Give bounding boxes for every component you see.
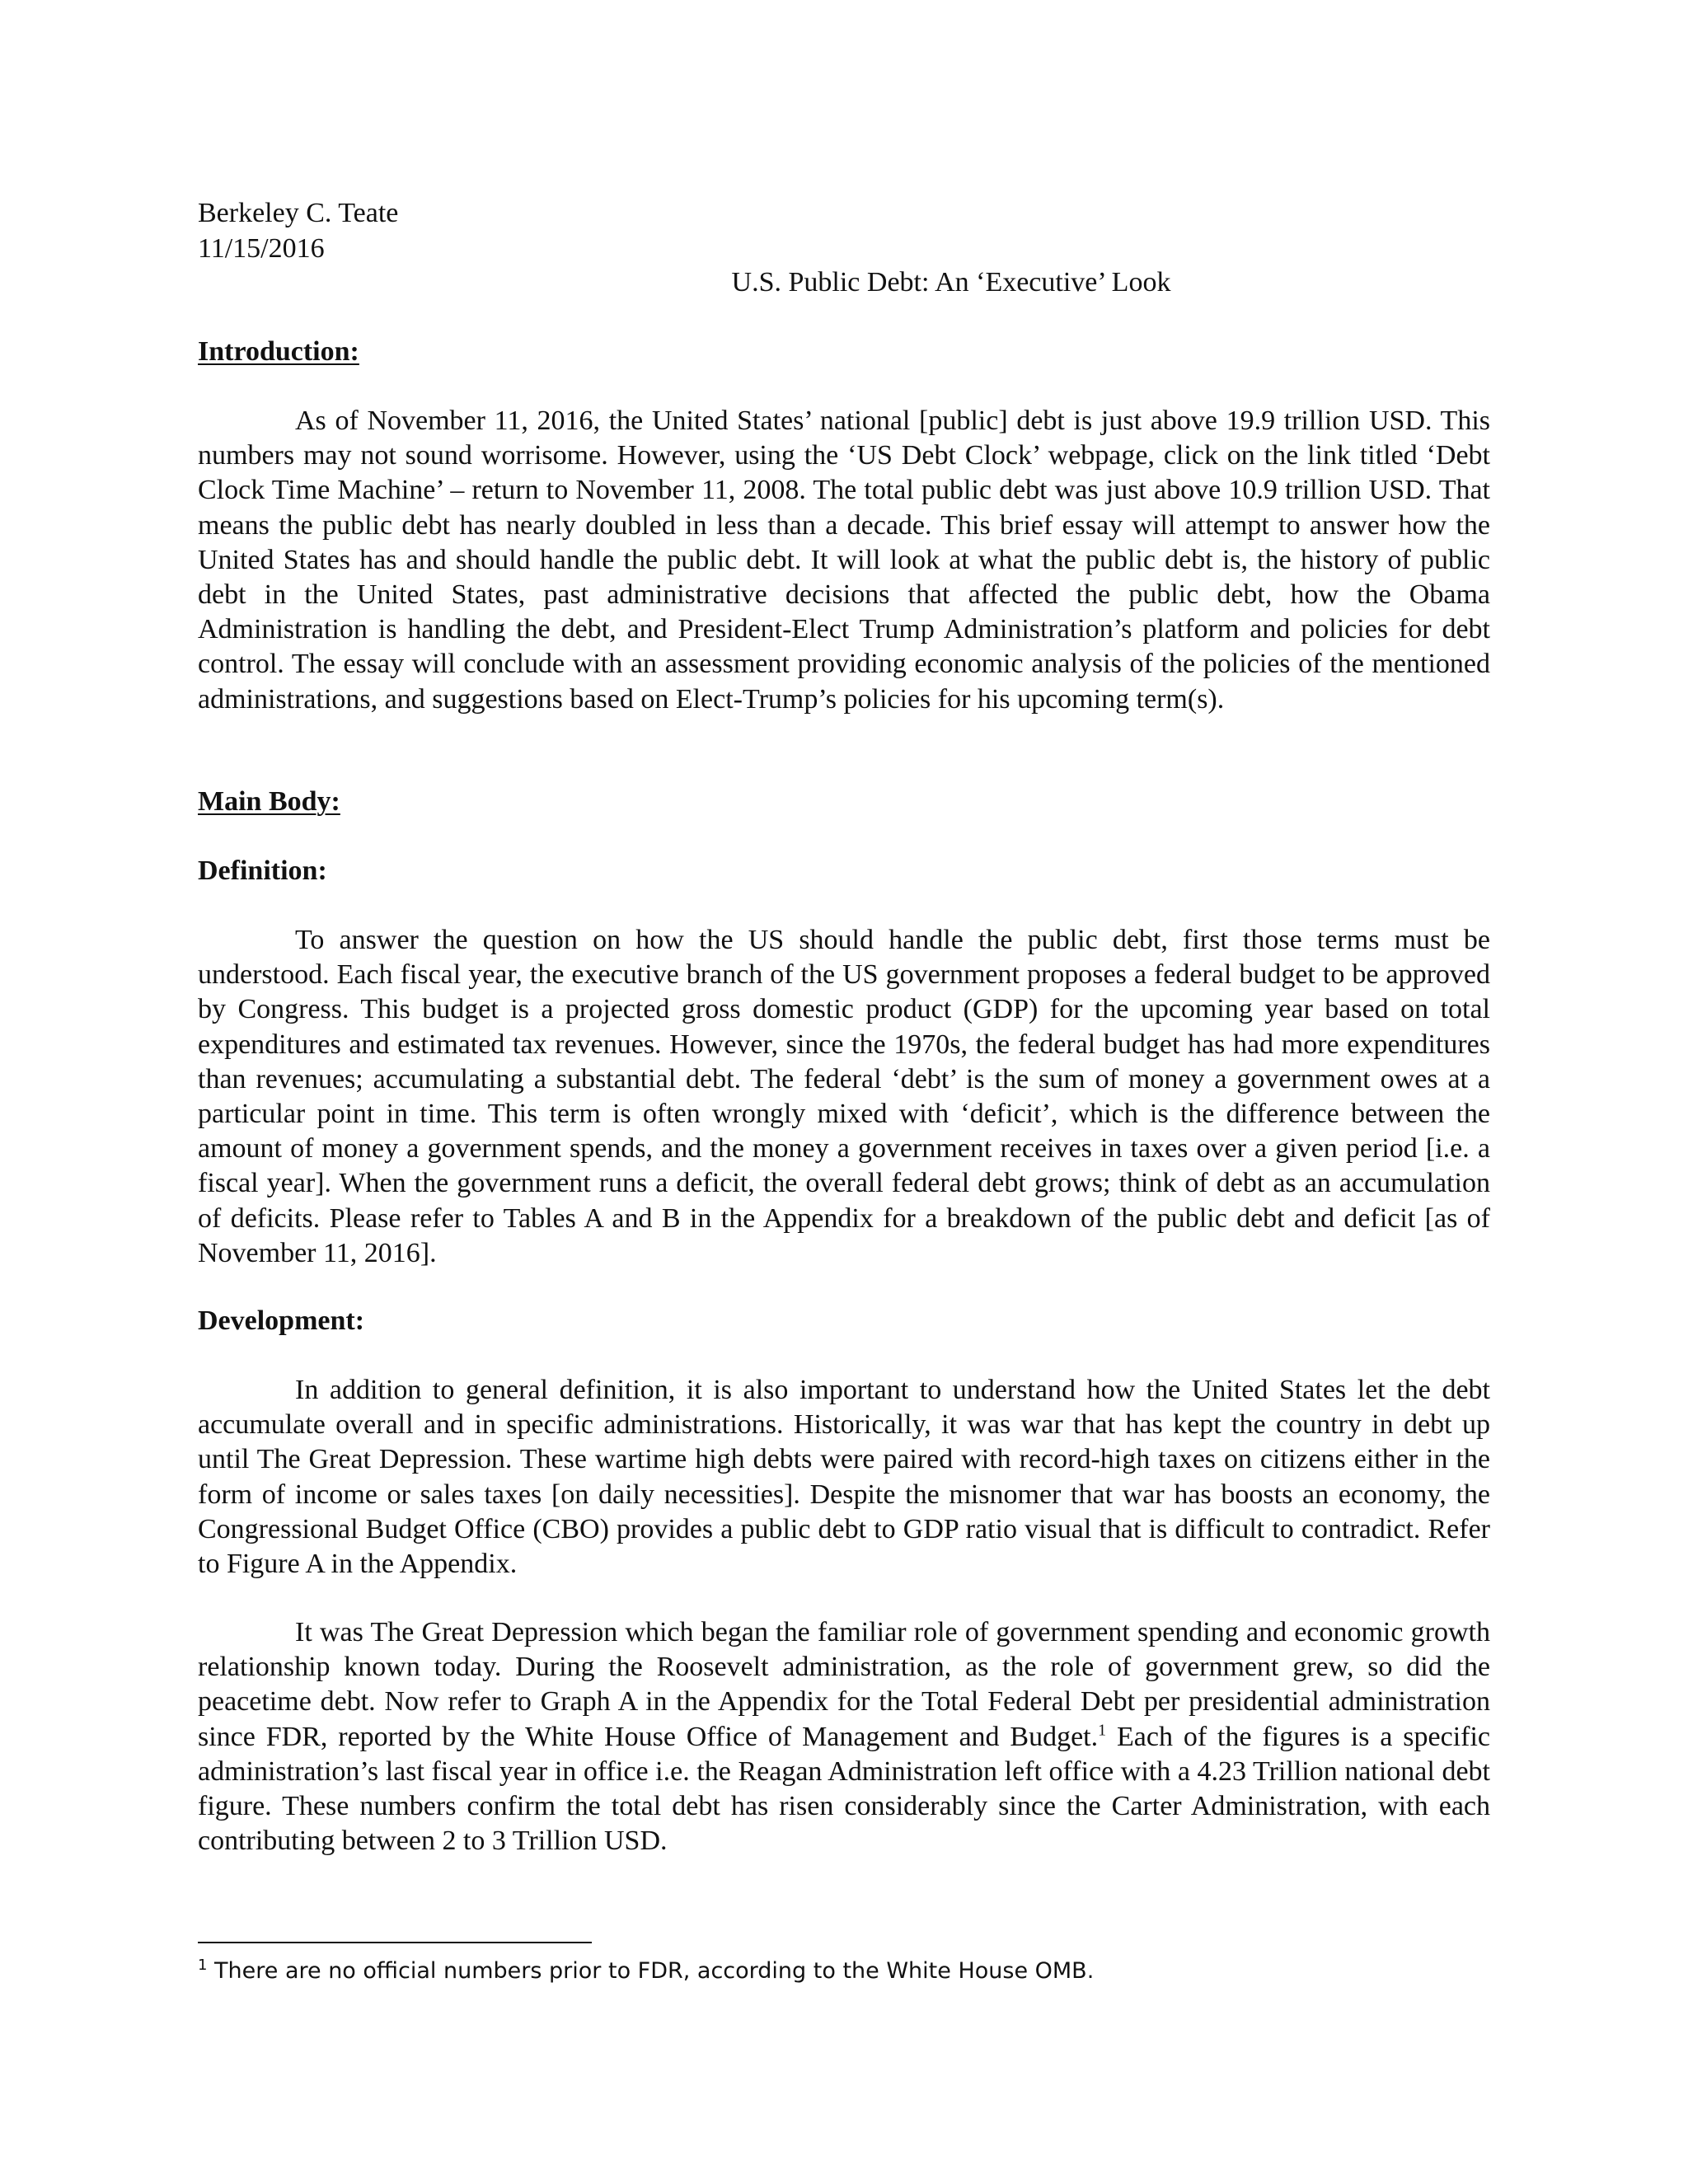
- main-body-heading: Main Body:: [198, 786, 340, 817]
- development-heading: Development:: [198, 1305, 365, 1336]
- definition-heading: Definition:: [198, 855, 327, 886]
- development-paragraph-2-text-b: Each of the figures is a specific administration’s last fiscal year in office i.e. the Reagan Administration left office with a 4.23 Trillion national debt figure. These numbers confirm the total debt has risen considerably since the Carter Administration, with each contributing between 2 to 3 Trillion USD.: [198, 1721, 1490, 1857]
- footnote: [198, 1957, 1094, 1986]
- footnote-separator: [198, 1942, 592, 1943]
- development-paragraph-1: In addition to general definition, it is also important to understand how the United States let the debt accumulate overall and in specific administrations. Historically, it was war that has kept the country in debt up until The Great Depression. These wartime high debts were paired with record-high taxes on citizens either in the form of income or sales taxes [on daily necessities]. Despite the misnomer that war has boosts an economy, the Congressional Budget Office (CBO) provides a public debt to GDP ratio visual that is difficult to contradict. Refer to Figure A in the Appendix.: [198, 1375, 1490, 1580]
- introduction-heading: Introduction:: [198, 336, 359, 367]
- introduction-paragraph: As of November 11, 2016, the United States’ national [public] debt is just above 19.9 trillion USD. This numbers may not sound worrisome. However, using the ‘US Debt Clock’ webpage, click on the link titled ‘Debt Clock Time Machine’ – return to November 11, 2008. The total public debt was just above 10.9 trillion USD. That means the public debt has nearly doubled in less than a decade. This brief essay will attempt to answer how the United States has and should handle the public debt. It will look at what the public debt is, the history of public debt in the United States, past administrative decisions that affected the public debt, how the Obama Administration is handling the debt, and President-Elect Trump Administration’s platform and policies for debt control. The essay will conclude with an assessment providing economic analysis of the policies of the mentioned administrations, and suggestions based on Elect-Trump’s policies for his upcoming term(s).: [198, 405, 1490, 715]
- footnote-reference[interactable]: 1: [1098, 1721, 1107, 1740]
- document-date: 11/15/2016: [198, 233, 325, 264]
- footnote-mark: 1: [198, 1957, 208, 1974]
- development-paragraph-2: [198, 1615, 1490, 1858]
- document-title: U.S. Public Debt: An ‘Executive’ Look: [731, 267, 1171, 298]
- author-name: Berkeley C. Teate: [198, 198, 399, 228]
- definition-paragraph: To answer the question on how the US should handle the public debt, first those terms must be understood. Each fiscal year, the executive branch of the US government proposes a federal budget to be approved by Congress. This budget is a projected gross domestic product (GDP) for the upcoming year based on total expenditures and estimated tax revenues. However, since the 1970s, the federal budget has had more expenditures than revenues; accumulating a substantial debt. The federal ‘debt’ is the sum of money a government owes at a particular point in time. This term is often wrongly mixed with ‘deficit’, which is the difference between the amount of money a government spends, and the money a government receives in taxes over a given period [i.e. a fiscal year]. When the government runs a deficit, the overall federal debt grows; think of debt as an accumulation of deficits. Please refer to Tables A and B in the Appendix for a breakdown of the public debt and deficit [as of November 11, 2016].: [198, 925, 1490, 1268]
- development-paragraph-2-text-a: It was The Great Depression which began the familiar role of government spending and economic growth relationship known today. During the Roosevelt administration, as the role of government grew, so did the peacetime debt. Now refer to Graph A in the Appendix for the Total Federal Debt per presidential administration since FDR, reported by the White House Office of Management and Budget.: [198, 1617, 1490, 1752]
- footnote-text: There are no official numbers prior to FDR, according to the White House OMB.: [207, 1958, 1095, 1984]
